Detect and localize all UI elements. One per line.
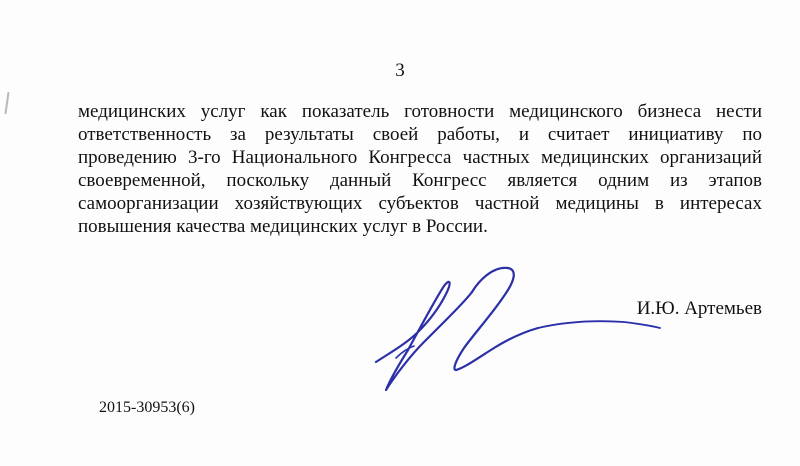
body-line: медицинских услуг как показатель готовности медицинского бизнеса нести bbox=[78, 101, 762, 122]
page-number: 3 bbox=[395, 60, 405, 81]
scan-artifact bbox=[4, 92, 9, 114]
document-number: 2015-30953(6) bbox=[99, 399, 195, 416]
body-line: самоорганизации хозяйствующих субъектов частной медицины в интересах bbox=[78, 193, 762, 214]
body-line: проведению 3-го Национального Конгресса частных медицинских организаций bbox=[78, 147, 762, 168]
signer-name: И.Ю. Артемьев bbox=[636, 298, 762, 319]
letter-body bbox=[78, 100, 762, 238]
handwritten-signature bbox=[368, 262, 668, 402]
body-line: своевременной, поскольку данный Конгресс является одним из этапов bbox=[78, 170, 762, 191]
body-line: ответственность за результаты своей работы, и считает инициативу по bbox=[78, 124, 762, 145]
body-line: повышения качества медицинских услуг в России. bbox=[78, 216, 488, 237]
